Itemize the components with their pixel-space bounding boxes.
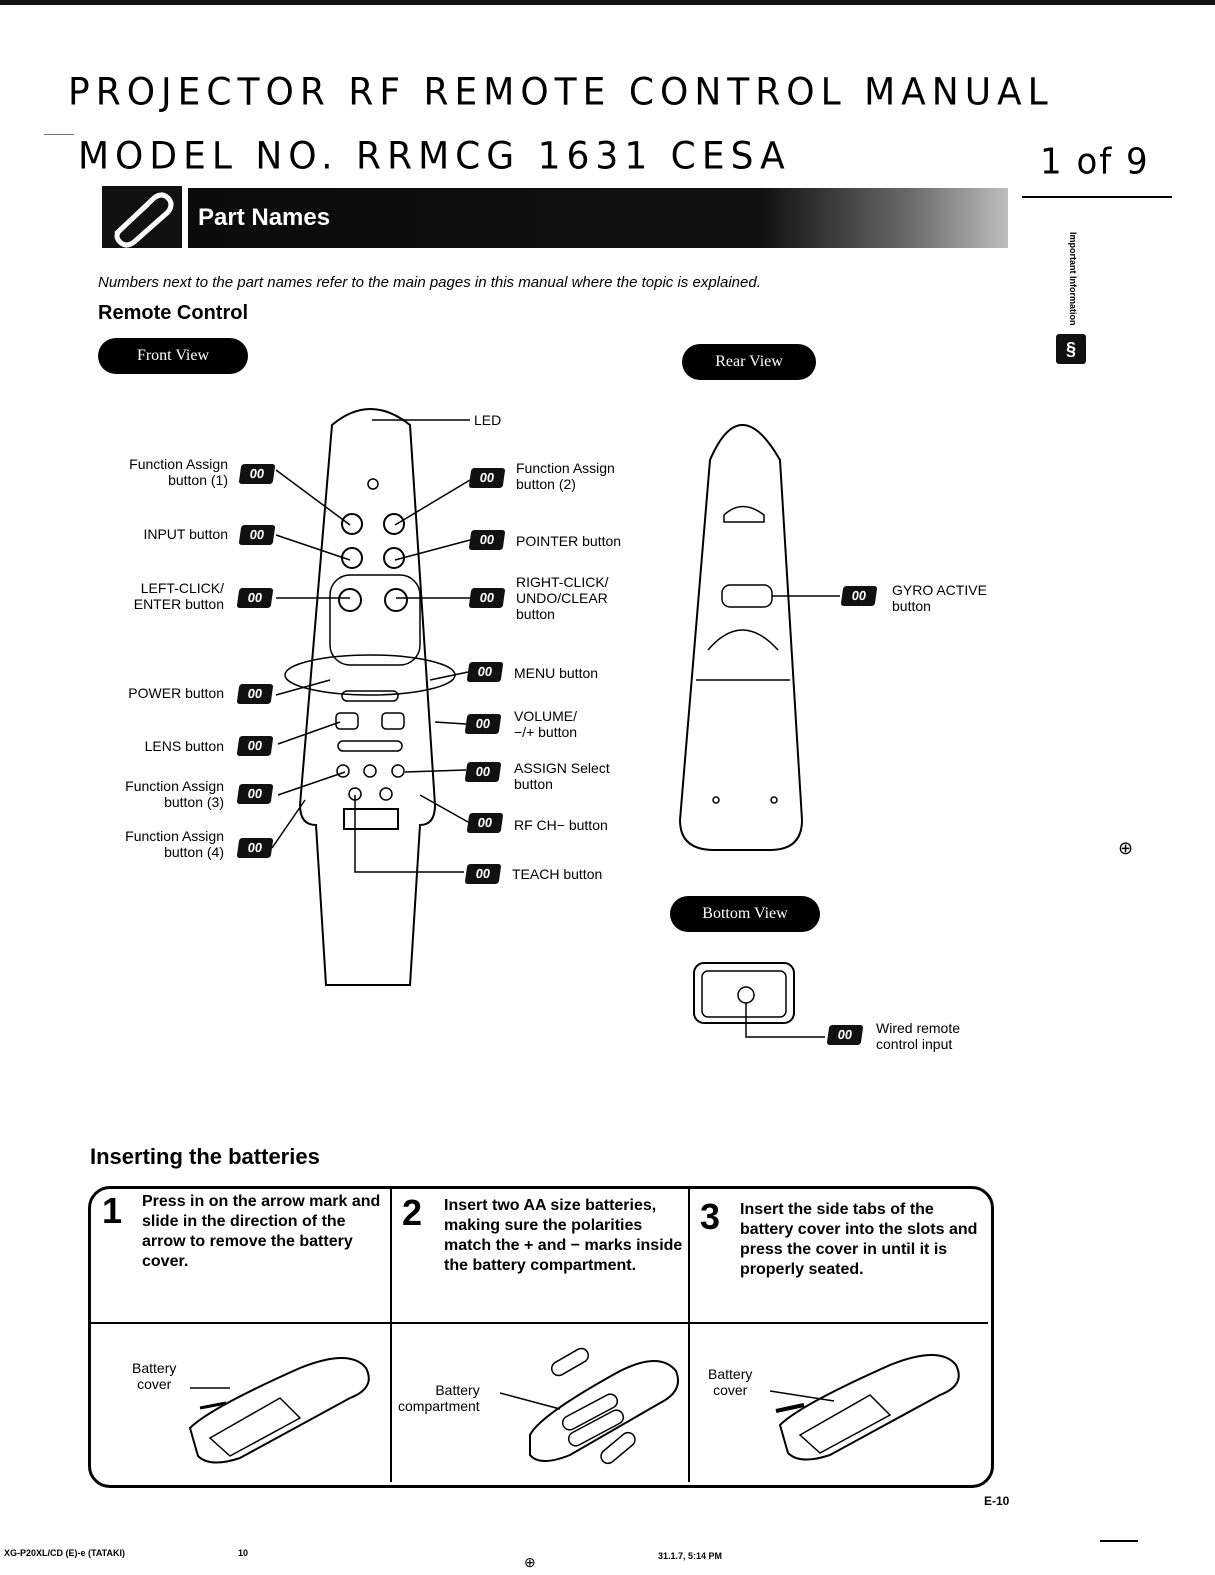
- page-number: E-10: [984, 1494, 1010, 1508]
- step-text: Insert the side tabs of the battery cover into the slots and press the cover in until it is properly seated.: [740, 1201, 978, 1278]
- step-number: 1: [102, 1190, 123, 1231]
- step-text: Insert two AA size batteries, making sure the polarities match the + and − marks inside the battery compartment.: [444, 1197, 683, 1274]
- page-ref-badge: 00: [467, 813, 504, 833]
- label-menu-button: MENU button: [514, 665, 599, 681]
- label-input-button: INPUT button: [143, 526, 228, 542]
- step-number: 2: [402, 1192, 423, 1233]
- callout-battery-cover: Battery cover: [132, 1360, 177, 1392]
- page-ref-badge: 00: [465, 864, 502, 884]
- footer-file: XG-P20XL/CD (E)-e (TATAKI): [4, 1548, 125, 1558]
- label-led: LED: [474, 412, 502, 428]
- front-view-label: Front View: [98, 338, 248, 374]
- label-function-assign-4: Function Assign button (4): [125, 828, 224, 860]
- crop-mark: [1100, 1540, 1138, 1542]
- page-ref-badge: 00: [237, 588, 274, 608]
- callout-battery-compartment: Battery compartment: [398, 1382, 480, 1414]
- footer-page: 10: [238, 1548, 249, 1558]
- page-ref-badge: 00: [239, 464, 276, 484]
- step-number: 3: [700, 1196, 721, 1237]
- page-ref-badge: 00: [237, 784, 274, 804]
- label-function-assign-1: Function Assign button (1): [129, 456, 228, 488]
- step-row-divider: [90, 1322, 988, 1324]
- page-ref-badge: 00: [237, 684, 274, 704]
- label-volume-button: VOLUME/ −/+ button: [514, 708, 578, 740]
- label-power-button: POWER button: [128, 685, 224, 701]
- step-text: Press in on the arrow mark and slide in the direction of the arrow to remove the battery cover.: [142, 1193, 381, 1270]
- page-ref-badge: 00: [469, 588, 506, 608]
- handwritten-model: MODEL NO. RRMCG 1631 CESA: [78, 134, 791, 179]
- bottom-view-label: Bottom View: [670, 896, 820, 932]
- footer-date: 31.1.7, 5:14 PM: [658, 1551, 723, 1561]
- page-ref-badge: 00: [827, 1025, 864, 1045]
- label-left-click: LEFT-CLICK/ ENTER button: [133, 580, 224, 612]
- bottom-remote-illustration: [690, 955, 840, 1045]
- label-function-assign-3: Function Assign button (3): [125, 778, 224, 810]
- handwritten-page-count: 1 of 9: [1040, 141, 1150, 183]
- page-ref-badge: 00: [237, 736, 274, 756]
- label-function-assign-2: Function Assign button (2): [516, 460, 615, 492]
- page-ref-badge: 00: [469, 468, 506, 488]
- handwritten-title: PROJECTOR RF REMOTE CONTROL MANUAL: [68, 70, 1054, 115]
- step3-illustration: [770, 1345, 970, 1465]
- rear-view-label: Rear View: [682, 344, 816, 380]
- label-teach-button: TEACH button: [512, 866, 603, 882]
- intro-text: Numbers next to the part names refer to the main pages in this manual where the topic is explained.: [98, 274, 761, 291]
- label-rf-ch-button: RF CH− button: [514, 817, 608, 833]
- label-assign-select: ASSIGN Select button: [514, 760, 610, 792]
- section-title: Part Names: [198, 204, 331, 231]
- tab-marker-icon: §: [1056, 334, 1086, 364]
- page-ref-badge: 00: [841, 586, 878, 606]
- label-right-click: RIGHT-CLICK/ UNDO/CLEAR button: [516, 574, 609, 622]
- registration-mark-icon: ⊕: [524, 1554, 536, 1570]
- step-divider: [390, 1188, 392, 1482]
- callout-battery-cover: Battery cover: [708, 1366, 753, 1398]
- step2-illustration: [500, 1345, 690, 1470]
- label-pointer-button: POINTER button: [516, 533, 622, 549]
- batteries-heading: Inserting the batteries: [90, 1144, 320, 1169]
- page-ref-badge: 00: [465, 762, 502, 782]
- side-tab-label: Important Information: [1068, 232, 1078, 326]
- remote-heading: Remote Control: [98, 302, 248, 324]
- rear-remote-illustration: [670, 400, 1010, 860]
- page-ref-badge: 00: [469, 530, 506, 550]
- label-wired-remote-input: Wired remote control input: [876, 1020, 961, 1052]
- registration-mark-icon: ⊕: [1118, 838, 1134, 858]
- page-ref-badge: 00: [465, 714, 502, 734]
- page-ref-badge: 00: [467, 662, 504, 682]
- label-lens-button: LENS button: [144, 738, 224, 754]
- page-ref-badge: 00: [237, 838, 274, 858]
- label-gyro-active: GYRO ACTIVE button: [892, 582, 987, 614]
- page-ref-badge: 00: [239, 525, 276, 545]
- step1-illustration: [180, 1348, 380, 1468]
